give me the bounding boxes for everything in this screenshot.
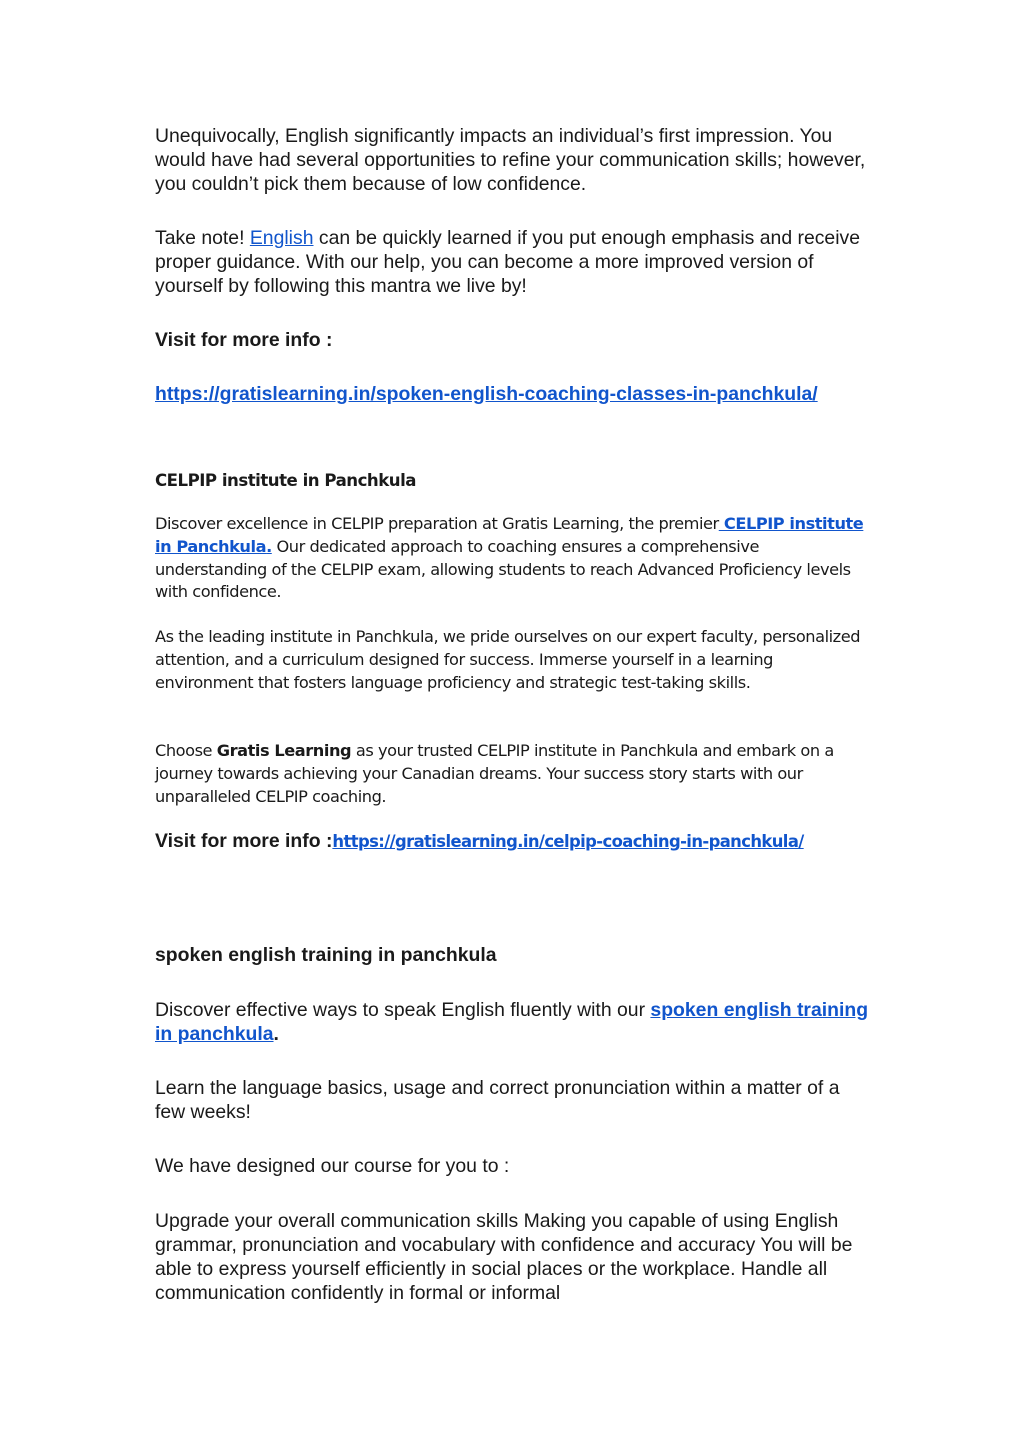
spoken-english-training-link[interactable]: spoken english training in panchkula [155, 999, 869, 1045]
celpip-paragraph-2: As the leading institute in Panchkula, we pride ourselves on our expert faculty, personalized attention, and a curriculum designed for success. Immerse yourself in a learning environment that fosters language proficiency and strategic test-taking skills. [155, 627, 861, 692]
celpip-institute-link-dot[interactable]: . [266, 536, 272, 556]
celpip-p3-text: Choose [155, 741, 217, 760]
take-note-rest: can be quickly learned if you put enough emphasis and receive proper guidance. With our help, you can become a more improved version of yourself by following this mantra we live by! [155, 227, 861, 297]
celpip-institute-link[interactable]: CELPIP institute in Panchkula [155, 514, 864, 556]
english-link[interactable]: English [249, 227, 314, 249]
celpip-heading: CELPIP institute in Panchkula [155, 471, 416, 490]
spoken-p1-text: Discover effective ways to speak English fluently with our [155, 999, 651, 1021]
spoken-paragraph-2: Learn the language basics, usage and correct pronunciation within a matter of a few weeks! [155, 1077, 840, 1123]
visit-label-1: Visit for more info : [155, 329, 333, 351]
take-note-paragraph [155, 226, 875, 298]
spoken-paragraph-1 [155, 998, 875, 1046]
celpip-paragraph-3 [155, 740, 875, 808]
gratis-learning-bold: Gratis Learning [216, 741, 352, 760]
spoken-p1-dot: . [273, 1023, 279, 1045]
take-note-text: Take note! [155, 227, 250, 249]
intro-text: Unequivocally, English significantly impacts an individual’s first impression. You would have had several opportunities to refine your communication skills; however, you couldn’t pick them because of low confidence. [155, 125, 866, 195]
celpip-p1-text: Discover excellence in CELPIP preparation at Gratis Learning, the premier [155, 514, 719, 533]
visit-paragraph-2 [155, 829, 875, 854]
visit-url-paragraph-1 [155, 382, 875, 406]
spoken-english-coaching-link[interactable]: https://gratislearning.in/spoken-english-coaching-classes-in-panchkula/ [155, 383, 818, 405]
celpip-p3-rest: as your trusted CELPIP institute in Panchkula and embark on a journey towards achieving your Canadian dreams. Your success story starts with our unparalleled CELPIP coaching. [155, 741, 834, 806]
celpip-coaching-link[interactable]: https://gratislearning.in/celpip-coaching-in-panchkula/ [332, 832, 804, 851]
visit-label-2: Visit for more info : [155, 830, 333, 852]
spoken-english-heading: spoken english training in panchkula [155, 944, 497, 966]
celpip-p1-rest: Our dedicated approach to coaching ensures a comprehensive understanding of the CELPIP exam, allowing students to reach Advanced Proficiency levels with confidence. [155, 536, 851, 602]
spoken-paragraph-4: Upgrade your overall communication skills Making you capable of using English grammar, pronunciation and vocabulary with confidence and accuracy You will be able to express yourself efficiently in social places or the workplace. Handle all communication confidently in formal or informal [155, 1210, 853, 1304]
celpip-paragraph-1 [155, 513, 875, 604]
spoken-paragraph-3: We have designed our course for you to : [155, 1155, 510, 1177]
intro-paragraph [155, 124, 875, 196]
